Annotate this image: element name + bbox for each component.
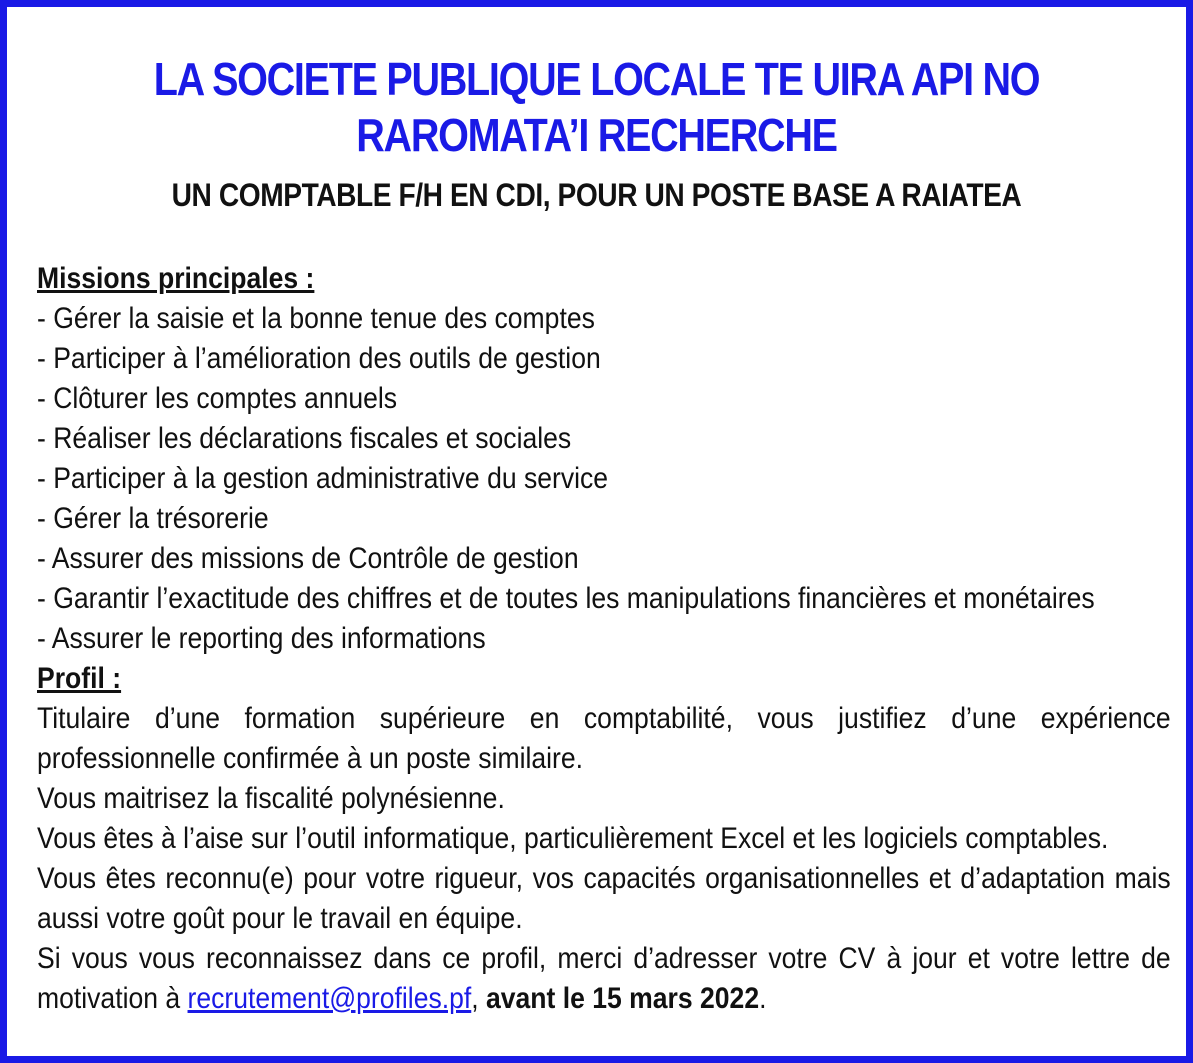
- ad-subtitle: UN COMPTABLE F/H EN CDI, POUR UN POSTE BASE A RAIATEA: [171, 177, 1022, 213]
- profile-paragraph: Vous êtes à l’aise sur l’outil informatique, particulièrement Excel et les logiciels comptables.: [37, 822, 1109, 855]
- closing-text: Si vous vous reconnaissez dans ce profil, merci d’adresser votre CV à jour et votre lettre de motivation à: [37, 942, 1171, 1015]
- ad-body: [37, 259, 1171, 1019]
- mission-item: - Gérer la saisie et la bonne tenue des comptes: [37, 302, 595, 335]
- mission-item: - Participer à la gestion administrative du service: [37, 462, 609, 495]
- missions-heading: Missions principales :: [37, 262, 315, 295]
- mission-item: - Garantir l’exactitude des chiffres et de toutes les manipulations financières et monétaires: [37, 582, 1095, 615]
- mission-item: - Réaliser les déclarations fiscales et sociales: [37, 422, 572, 455]
- closing-paragraph: [37, 939, 1171, 1019]
- profile-paragraph: Vous êtes reconnu(e) pour votre rigueur, vos capacités organisationnelles et d’adaptation mais aussi votre goût pour le travail en équipe.: [37, 862, 1171, 935]
- profile-heading: Profil :: [37, 662, 122, 695]
- mission-item: - Assurer des missions de Contrôle de gestion: [37, 542, 579, 575]
- profile-paragraph: Vous maitrisez la fiscalité polynésienne.: [37, 782, 505, 815]
- closing-separator: ,: [471, 982, 487, 1015]
- closing-suffix: .: [759, 982, 767, 1015]
- mission-item: - Assurer le reporting des informations: [37, 622, 486, 655]
- deadline-text: avant le 15 mars 2022: [486, 982, 760, 1015]
- mission-item: - Participer à l’amélioration des outils de gestion: [37, 342, 601, 375]
- ad-title: [107, 51, 1087, 163]
- ad-title-line1: LA SOCIETE PUBLIQUE LOCALE TE UIRA API NO: [153, 53, 1040, 105]
- profile-paragraph: Titulaire d’une formation supérieure en comptabilité, vous justifiez d’une expérience professionnelle confirmée à un poste similaire.: [37, 702, 1171, 775]
- email-link[interactable]: recrutement@profiles.pf: [187, 982, 472, 1015]
- missions-list: [37, 299, 1171, 659]
- ad-title-line2: RAROMATA’I RECHERCHE: [356, 109, 837, 161]
- mission-item: - Gérer la trésorerie: [37, 502, 269, 535]
- mission-item: - Clôturer les comptes annuels: [37, 382, 398, 415]
